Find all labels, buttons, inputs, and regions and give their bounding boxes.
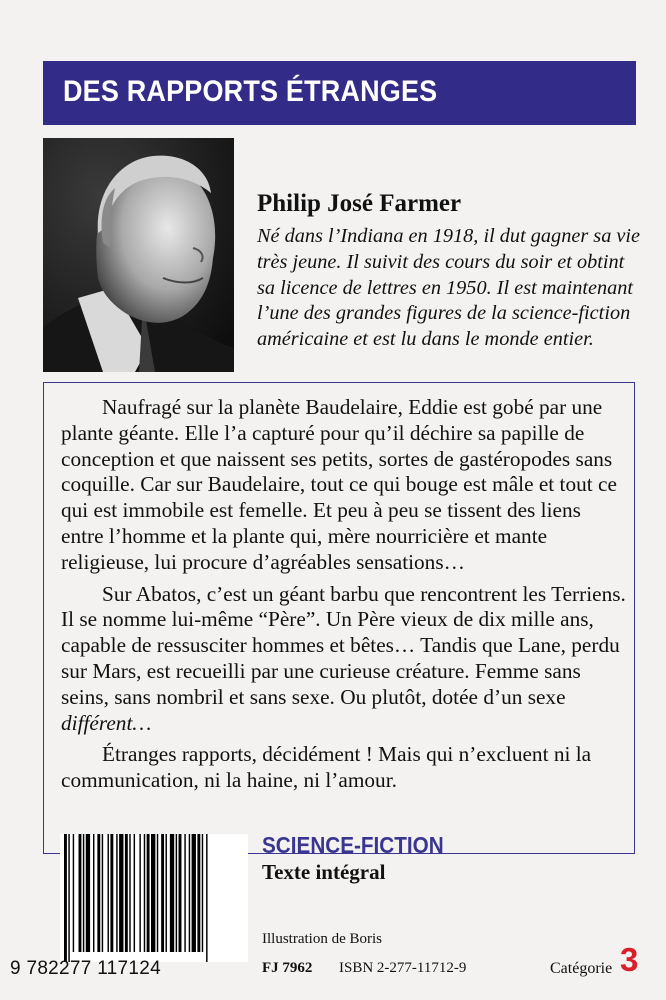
barcode-bar	[129, 834, 130, 952]
barcode-bar	[202, 834, 203, 952]
barcode-bars	[60, 834, 248, 962]
author-name: Philip José Farmer	[257, 190, 462, 217]
barcode-bar	[83, 834, 84, 952]
synopsis-paragraph-1: Naufragé sur la planète Baudelaire, Eddie est gobé par une plante géante. Elle l’a capturé pour qu’il déchire sa papille de conception et que naissent ses petits, sortes de gastéropodes sans coquille. Car sur Baudelaire, tout ce qui bouge est mâle et tout ce qui est immobile est femelle. Et peu à peu se tissent des liens entre l’homme et la plante qui, mère nourricière et mante religieuse, lui procure d’agréables sensations…	[61, 395, 617, 574]
category-number: 3	[620, 941, 639, 978]
synopsis-paragraph-2-italic: différent…	[61, 710, 152, 735]
barcode-bar	[119, 834, 123, 952]
synopsis-paragraph-2-text: Sur Abatos, c’est un géant barbu que rencontrent les Terriens. Il se nomme lui-même “Père”. Un Père vieux de dix mille ans, capable de ressusciter hommes et bêtes… Tandis que Lane, perdu sur Mars, est recueilli par une curieuse créature. Femme sans seins, sans nombril et sans sexe. Ou plutôt, dotée d’un sexe	[61, 581, 626, 709]
barcode-bar	[206, 834, 207, 962]
barcode-bar	[151, 834, 155, 952]
barcode-bar	[144, 834, 145, 952]
title-banner	[43, 61, 636, 125]
barcode-digits: 9 782277 117124	[10, 958, 162, 979]
barcode-bar	[184, 834, 185, 952]
barcode-bar	[161, 834, 164, 952]
illustration-credit: Illustration de Boris	[262, 931, 382, 947]
barcode-bar	[166, 834, 167, 952]
category-label: Catégorie	[550, 960, 613, 977]
edition-label: Texte intégral	[262, 860, 386, 884]
barcode-bar	[192, 834, 196, 952]
publisher-code: FJ 7962	[262, 960, 313, 976]
barcode-bar	[102, 834, 103, 952]
barcode-bar	[116, 834, 117, 952]
synopsis-box	[43, 382, 635, 854]
barcode-bar	[170, 834, 174, 952]
barcode-bar	[179, 834, 182, 952]
book-title: DES RAPPORTS ÉTRANGES	[63, 75, 438, 108]
barcode-bar	[189, 834, 190, 952]
barcode-bar	[134, 834, 135, 952]
barcode-bar	[86, 834, 90, 952]
barcode-bar	[79, 834, 82, 952]
synopsis-paragraph-3: Étranges rapports, décidément ! Mais qui n’excluent ni la communication, ni la haine, ni l’amour.	[61, 742, 592, 793]
barcode-bar	[93, 834, 94, 952]
barcode-bar	[97, 834, 100, 952]
barcode-bar	[147, 834, 150, 952]
author-biography: Né dans l’Indiana en 1918, il dut gagner sa vie très jeune. Il suivit des cours du soir et obtint sa licence de lettres en 1950. Il est maintenant l’une des grandes figures de la science-fiction américaine et est lu dans le monde entier.	[257, 225, 641, 351]
author-portrait	[43, 138, 234, 372]
barcode	[60, 834, 248, 962]
barcode-bar	[68, 834, 69, 962]
genre-label: SCIENCE-FICTION	[262, 832, 444, 858]
isbn: ISBN 2-277-11712-9	[339, 960, 467, 976]
author-photo-image	[43, 138, 234, 372]
barcode-bar	[176, 834, 177, 952]
barcode-bar	[157, 834, 158, 952]
barcode-bar	[73, 834, 74, 952]
synopsis-paragraph-2	[61, 582, 626, 737]
barcode-bar	[125, 834, 128, 952]
barcode-bar	[110, 834, 113, 952]
barcode-bar	[108, 834, 109, 952]
barcode-bar	[64, 834, 67, 962]
barcode-bar	[139, 834, 140, 952]
barcode-bar	[197, 834, 200, 952]
